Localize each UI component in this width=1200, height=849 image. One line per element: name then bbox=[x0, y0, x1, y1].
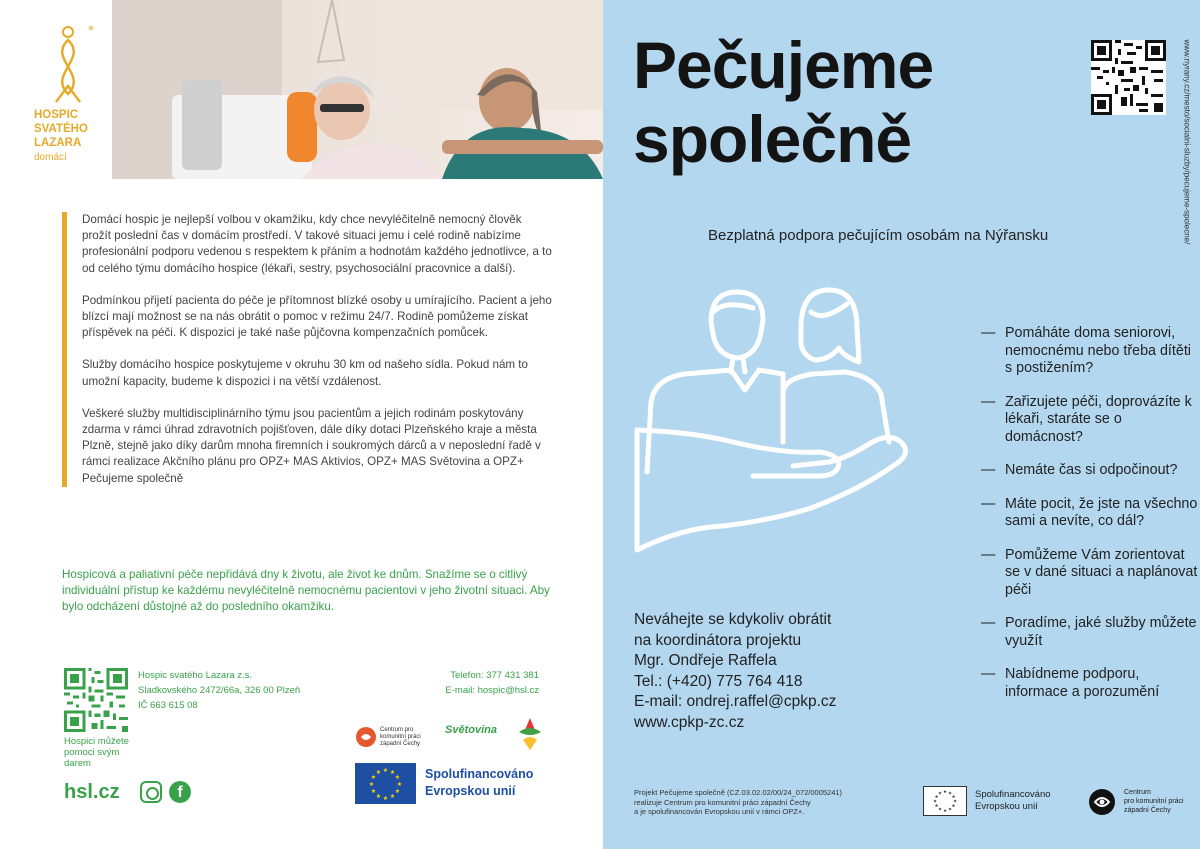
list-item bbox=[981, 394, 1200, 447]
svg-text:★: ★ bbox=[368, 781, 375, 788]
svg-text:★: ★ bbox=[389, 769, 396, 776]
ckp-line: západní Čechy bbox=[1124, 807, 1171, 814]
svg-text:★: ★ bbox=[942, 790, 948, 795]
svg-text:★: ★ bbox=[951, 804, 956, 809]
svg-text:★: ★ bbox=[937, 807, 943, 813]
list-item-text: Nemáte čas si odpočinout? bbox=[1005, 462, 1178, 478]
hospice-quote: Hospicová a paliativní péče nepřidává dny k životu, ale život ke dnům. Snažíme se o citlivý individuální přístup ke každému nevyléčitelně nemocnému pacientovi v jeho životní situaci. Aby bylo odcházení důstojné až do posledního okamžiku. bbox=[62, 568, 550, 613]
org-name: Hospic svatého Lazara z.s. bbox=[138, 670, 253, 681]
list-item bbox=[981, 496, 1200, 531]
svg-text:★: ★ bbox=[942, 809, 948, 814]
paragraph: Služby domácího hospice poskytujeme v okruhu 30 km od našeho sídla. Pokud nám to umožní kapacity, budeme k dispozici i na větší vzdálenost. bbox=[82, 358, 528, 388]
eu-cofunding-badge bbox=[355, 763, 555, 805]
eu-line: Spolufinancováno bbox=[425, 767, 534, 781]
ckp-line: pro komunitní práci bbox=[1124, 798, 1184, 805]
title-line: Pečujeme bbox=[633, 28, 934, 102]
logo-subtitle: domácí bbox=[34, 152, 67, 163]
svg-text:★: ★ bbox=[934, 795, 939, 800]
eu-line: Evropskou unií bbox=[975, 801, 1038, 812]
caregiver-support-panel bbox=[603, 0, 1200, 849]
list-item-text: Poradíme, jaké služby můžete využít bbox=[1005, 615, 1197, 649]
facebook-icon[interactable]: f bbox=[169, 781, 191, 803]
svetovina-logo: Světovina bbox=[445, 724, 497, 736]
svg-text:★: ★ bbox=[947, 791, 953, 797]
logo-line: LAZARA bbox=[34, 137, 82, 149]
list-item bbox=[981, 666, 1200, 701]
ckp-logo bbox=[1088, 786, 1198, 818]
list-item bbox=[981, 615, 1200, 650]
project-footnote bbox=[634, 788, 842, 817]
paragraph: Domácí hospic je nejlepší volbou v okamžiku, kdy chce nevyléčitelně nemocný člověk prožít poslední čas v domácím prostředí. V takové situaci jemu i celé rodině nabízíme profesionální podporu vedenou s respektem k přáním a hodnotám každého jednotlivce, a to od celého týmu domácího hospice (lékaři, sestry, psychosociální pracovnice a další). bbox=[82, 213, 552, 275]
logo-line: SVATÉHO bbox=[34, 123, 88, 135]
svg-text:★: ★ bbox=[947, 807, 953, 813]
svg-text:★: ★ bbox=[382, 795, 389, 802]
intro-text bbox=[62, 212, 552, 487]
contact-line: na koordinátora projektu bbox=[634, 631, 802, 649]
coordinator-name: Mgr. Ondřeje Raffela bbox=[634, 652, 777, 669]
hospice-logo bbox=[28, 24, 118, 174]
list-item-text: Pomůžeme Vám zorientovat se v dané situaci a naplánovat péči bbox=[1005, 546, 1198, 598]
svg-text:★: ★ bbox=[375, 793, 382, 800]
list-item-text: Nabídneme podporu, informace a porozumění bbox=[1005, 666, 1160, 700]
list-item bbox=[981, 325, 1200, 378]
donation-qr-code[interactable] bbox=[64, 668, 128, 732]
footnote-line: realizuje Centrum pro komunitní práci západní Čechy bbox=[634, 797, 811, 807]
bullet-dash: — bbox=[981, 546, 996, 563]
eu-flag-icon bbox=[355, 763, 416, 804]
subtitle: Bezplatná podpora pečujícím osobám na Nýřansku bbox=[708, 227, 1049, 244]
coordinator-website[interactable]: www.cpkp-zc.cz bbox=[634, 713, 745, 731]
eu-cofunding-badge-small bbox=[923, 786, 1073, 818]
svg-text:★: ★ bbox=[952, 799, 958, 805]
contact-line: Neváhejte se kdykoliv obrátit bbox=[634, 611, 832, 628]
coordinator-phone[interactable]: Tel.: (+420) 775 764 418 bbox=[634, 672, 803, 690]
ckp-partner-label: Centrum pro komunitní práci západní Čechy bbox=[380, 727, 421, 747]
svg-text:*: * bbox=[88, 24, 94, 37]
instagram-icon[interactable] bbox=[140, 781, 162, 803]
list-item-text: Máte pocit, že jste na všechno sami a nevíte, co dál? bbox=[1005, 495, 1198, 529]
project-qr-code[interactable] bbox=[1091, 40, 1166, 115]
svg-text:★: ★ bbox=[382, 767, 389, 774]
svg-text:★: ★ bbox=[389, 793, 396, 800]
url-text[interactable]: www.nyrany.cz/mesto/socialni-sluzby/pecujeme-spolecne/ bbox=[1182, 39, 1192, 245]
paragraph: Veškeré služby multidisciplinárního týmu jsou pacientům a jejich rodinám poskytovány zdarma v rámci úhrad zdravotních pojišťoven, dále díky dotaci Plzeňského kraje a města Plzně, stejně jako díky darům mnoha firemních i soukromých dárců a v neposlední řadě v rámci realizace Akčního plánu pro OPZ+ MAS Aktivios, OPZ+ MAS Světovina a OPZ+ Pečujeme společně bbox=[82, 406, 541, 485]
svg-text:★: ★ bbox=[951, 795, 956, 800]
bullet-dash: — bbox=[981, 462, 996, 478]
svg-text:★: ★ bbox=[396, 781, 403, 788]
footnote-line: Projekt Pečujeme společně (CZ.03.02.02/00/24_072/0005241) bbox=[634, 788, 843, 797]
org-address: Sladkovského 2472/66a, 326 00 Plzeň bbox=[138, 685, 301, 696]
bullet-dash: — bbox=[981, 666, 996, 682]
svg-text:★: ★ bbox=[394, 774, 401, 781]
org-id: IČ 663 615 08 bbox=[138, 700, 198, 711]
vertical-project-url bbox=[1182, 40, 1192, 270]
footnote-line: a je spolufinancován Evropskou unií v rámci OPZ+. bbox=[634, 807, 805, 816]
svg-text:★: ★ bbox=[375, 769, 382, 776]
eu-flag-icon bbox=[923, 786, 967, 816]
list-item-text: Pomáháte doma seniorovi, nemocnému nebo třeba dítěti s postižením? bbox=[1005, 325, 1191, 376]
svg-text:★: ★ bbox=[370, 788, 377, 795]
ckp-line: Centrum bbox=[1124, 789, 1151, 796]
contact-section bbox=[62, 668, 552, 768]
paragraph: Podmínkou přijetí pacienta do péče je přítomnost blízké osoby u umírajícího. Pacient a jeho blízcí mají možnost se na nás obrátit o pomoc v režimu 24/7. Rodině pomůžeme získat příspěvek na péči. K dispozici je také naše půjčovna kompenzačních pomůcek. bbox=[82, 293, 552, 340]
qr-caption: Hospici můžete pomoci svým darem bbox=[64, 736, 129, 769]
svg-text:★: ★ bbox=[394, 788, 401, 795]
phone-email bbox=[445, 668, 539, 698]
website-link[interactable]: hsl.cz bbox=[64, 781, 120, 803]
bullet-dash: — bbox=[981, 495, 996, 512]
phone-number[interactable]: Telefon: 377 431 381 bbox=[450, 670, 539, 681]
coordinator-contact bbox=[634, 610, 836, 733]
aktivios-logo bbox=[515, 716, 545, 752]
ckp-partner-logo bbox=[355, 724, 435, 750]
organization-info bbox=[138, 668, 300, 713]
title-line: společně bbox=[633, 102, 912, 176]
eu-line: Evropskou unií bbox=[425, 784, 516, 798]
page-title bbox=[633, 28, 933, 176]
svg-text:★: ★ bbox=[370, 774, 377, 781]
patient-caregiver-photo bbox=[112, 0, 603, 179]
list-item bbox=[981, 547, 1200, 600]
list-item-text: Zařizujete péči, doprovázíte k lékaři, staráte se o domácnost? bbox=[1005, 393, 1192, 445]
bullet-dash: — bbox=[981, 393, 996, 410]
list-item bbox=[981, 462, 1200, 480]
svg-text:★: ★ bbox=[932, 799, 938, 805]
caregivers-hand-illustration bbox=[633, 282, 923, 560]
coordinator-email[interactable]: E-mail: ondrej.raffel@cpkp.cz bbox=[634, 693, 837, 710]
eu-line: Spolufinancováno bbox=[975, 789, 1051, 800]
logo-line: HOSPIC bbox=[34, 109, 79, 121]
svg-text:★: ★ bbox=[937, 791, 943, 797]
bullet-dash: — bbox=[981, 325, 996, 341]
bullet-dash: — bbox=[981, 615, 996, 631]
email-address[interactable]: E-mail: hospic@hsl.cz bbox=[445, 685, 539, 696]
svg-text:★: ★ bbox=[934, 804, 939, 809]
bullet-list bbox=[981, 325, 1200, 717]
